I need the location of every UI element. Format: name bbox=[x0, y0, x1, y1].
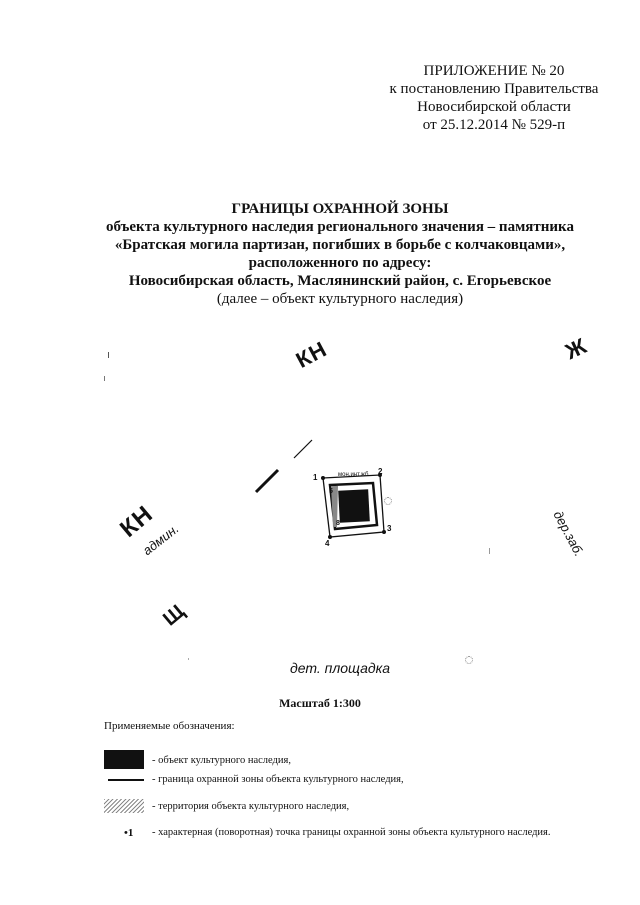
title-line-1: ГРАНИЦЫ ОХРАННОЙ ЗОНЫ bbox=[231, 201, 449, 217]
point-label-8: 8 bbox=[336, 520, 340, 527]
map-mark bbox=[188, 658, 189, 660]
legend-symbol-territory bbox=[104, 799, 144, 813]
legend-title: Применяемые обозначения: bbox=[104, 720, 235, 732]
legend-symbol-point: •1 bbox=[124, 827, 134, 839]
map-scale: Масштаб 1:300 bbox=[279, 696, 361, 710]
legend-text-point: - характерная (поворотная) точка границы охранной зоны объекта культурного наследия. bbox=[152, 827, 551, 838]
map-label-admin: админ. bbox=[139, 520, 182, 559]
document-title bbox=[60, 200, 620, 308]
appendix-number: ПРИЛОЖЕНИЕ № 20 bbox=[423, 63, 565, 79]
map-mark bbox=[108, 352, 109, 358]
map-label-kn-left: КН bbox=[114, 500, 159, 543]
legend-text-territory: - территория объекта культурного наследия, bbox=[152, 801, 350, 812]
map-label-kn-top: КН bbox=[291, 336, 332, 373]
legend-item-border bbox=[104, 774, 624, 790]
map-mark bbox=[104, 376, 109, 381]
point-label-3: 3 bbox=[387, 524, 392, 533]
date-line: от 25.12.2014 № 529-п bbox=[422, 117, 566, 133]
legend-text-border: - граница охранной зоны объекта культурного наследия, bbox=[152, 774, 404, 785]
legend-item-object bbox=[104, 750, 624, 770]
title-line-3: «Братская могила партизан, погибших в борьбе с колчаковцами», bbox=[114, 237, 566, 253]
resolution-line: к постановлению Правительства bbox=[389, 81, 599, 97]
legend-item-territory bbox=[104, 798, 624, 816]
point-label-2: 2 bbox=[378, 467, 383, 476]
map-area bbox=[0, 330, 640, 690]
map-label-shch: Щ bbox=[159, 599, 190, 631]
legend-item-point bbox=[104, 827, 640, 843]
tree-icon bbox=[465, 656, 473, 664]
title-line-4: расположенного по адресу: bbox=[248, 255, 432, 271]
title-line-2: объекта культурного наследия регионального значения – памятника bbox=[106, 219, 574, 235]
tree-icon bbox=[489, 548, 494, 554]
map-label-zh: Ж bbox=[561, 332, 591, 365]
point-label-1: 1 bbox=[313, 473, 318, 482]
document-header bbox=[384, 62, 604, 134]
title-line-5: Новосибирская область, Маслянинский район, с. Егорьевское bbox=[128, 273, 552, 289]
map-label-der-zab: дер.заб. bbox=[550, 508, 587, 559]
point-label-5: 5 bbox=[329, 488, 333, 495]
legend-text-object: - объект культурного наследия, bbox=[152, 755, 291, 766]
point-label-4: 4 bbox=[325, 539, 330, 548]
title-line-6: (далее – объект культурного наследия) bbox=[216, 291, 464, 307]
legend-symbol-border bbox=[108, 779, 144, 781]
tree-icon bbox=[384, 497, 392, 505]
monument-label: мон.инт.жб bbox=[338, 472, 369, 478]
legend-symbol-object bbox=[104, 750, 144, 769]
map-label-playground: дет. площадка bbox=[290, 660, 391, 676]
region-line: Новосибирской области bbox=[417, 99, 571, 115]
